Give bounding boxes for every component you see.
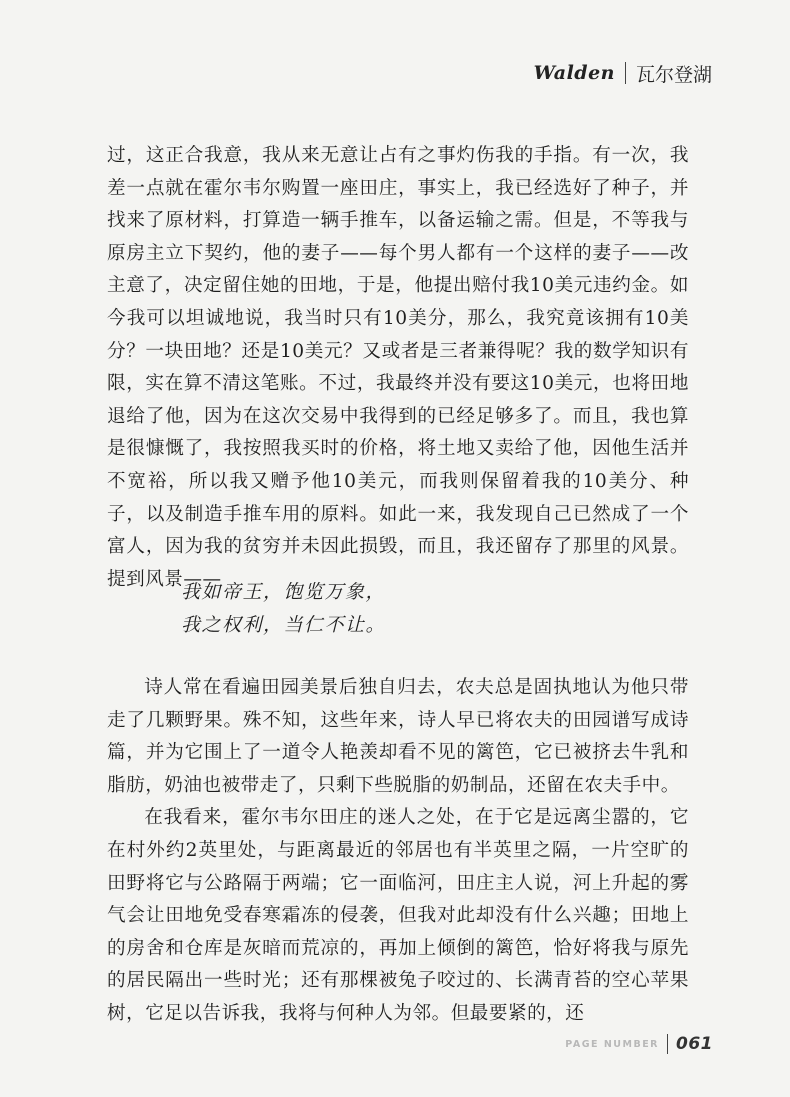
page-footer bbox=[565, 1033, 713, 1055]
poem-quote bbox=[181, 576, 386, 642]
header-divider bbox=[625, 62, 626, 84]
poem-line-2: 我之权利，当仁不让。 bbox=[181, 614, 387, 636]
page-number-label: PAGE NUMBER bbox=[565, 1038, 659, 1050]
paragraph-continued: 过，这正合我意，我从来无意让占有之事灼伤我的手指。有一次，我差一点就在霍尔韦尔购置一座田庄，事实上，我已经选好了种子，并找来了原材料，打算造一辆手推车，以备运输之需。但是，不等我与原房主立下契约，他的妻子——每个男人都有一个这样的妻子——改主意了，决定留住她的田地，于是，他提出赔付我10美元违约金。如今我可以坦诚地说，我当时只有10美分，那么，我究竟该拥有10美分？一块田地？还是10美元？又或者是三者兼得呢？我的数学知识有限，实在算不清这笔账。不过，我最终并没有要这10美元，也将田地退给了他，因为在这次交易中我得到的已经足够多了。而且，我也算是很慷慨了，我按照我买时的价格，将土地又卖给了他，因他生活并不宽裕，所以我又赠予他10美元，而我则保留着我的10美分、种子，以及制造手推车用的原料。如此一来，我发现自己已然成了一个富人，因为我的贫穷并未因此损毁，而且，我还留存了那里的风景。提到风景—— bbox=[107, 145, 689, 590]
page-number: 061 bbox=[676, 1034, 713, 1054]
book-title-chinese: 瓦尔登湖 bbox=[635, 63, 712, 86]
paragraph-poet: 诗人常在看遍田园美景后独自归去，农夫总是固执地认为他只带走了几颗野果。殊不知，这些年来，诗人早已将农夫的田园谱写成诗篇，并为它围上了一道令人艳羡却看不见的篱笆，它已被挤去牛乳和脂肪，奶油也被带走了，只剩下些脱脂的奶制品，还留在农夫手中。 bbox=[107, 677, 689, 796]
poem-line-1: 我如帝王，饱览万象， bbox=[181, 581, 387, 603]
running-header bbox=[534, 60, 712, 86]
body-text-upper bbox=[107, 140, 689, 596]
body-text-lower bbox=[107, 672, 689, 1031]
book-title-english: Walden bbox=[533, 62, 615, 84]
paragraph-hollowell: 在我看来，霍尔韦尔田庄的迷人之处，在于它是远离尘嚣的，它在村外约2英里处，与距离最近的邻居也有半英里之隔，一片空旷的田野将它与公路隔于两端；它一面临河，田庄主人说，河上升起的雾气会让田地免受春寒霜冻的侵袭，但我对此却没有什么兴趣；田地上的房舍和仓库是灰暗而荒凉的，再加上倾倒的篱笆，恰好将我与原先的居民隔出一些时光；还有那棵被兔子咬过的、长满青苔的空心苹果树，它足以告诉我，我将与何种人为邻。但最要紧的，还 bbox=[107, 807, 689, 1024]
footer-divider bbox=[667, 1034, 668, 1054]
